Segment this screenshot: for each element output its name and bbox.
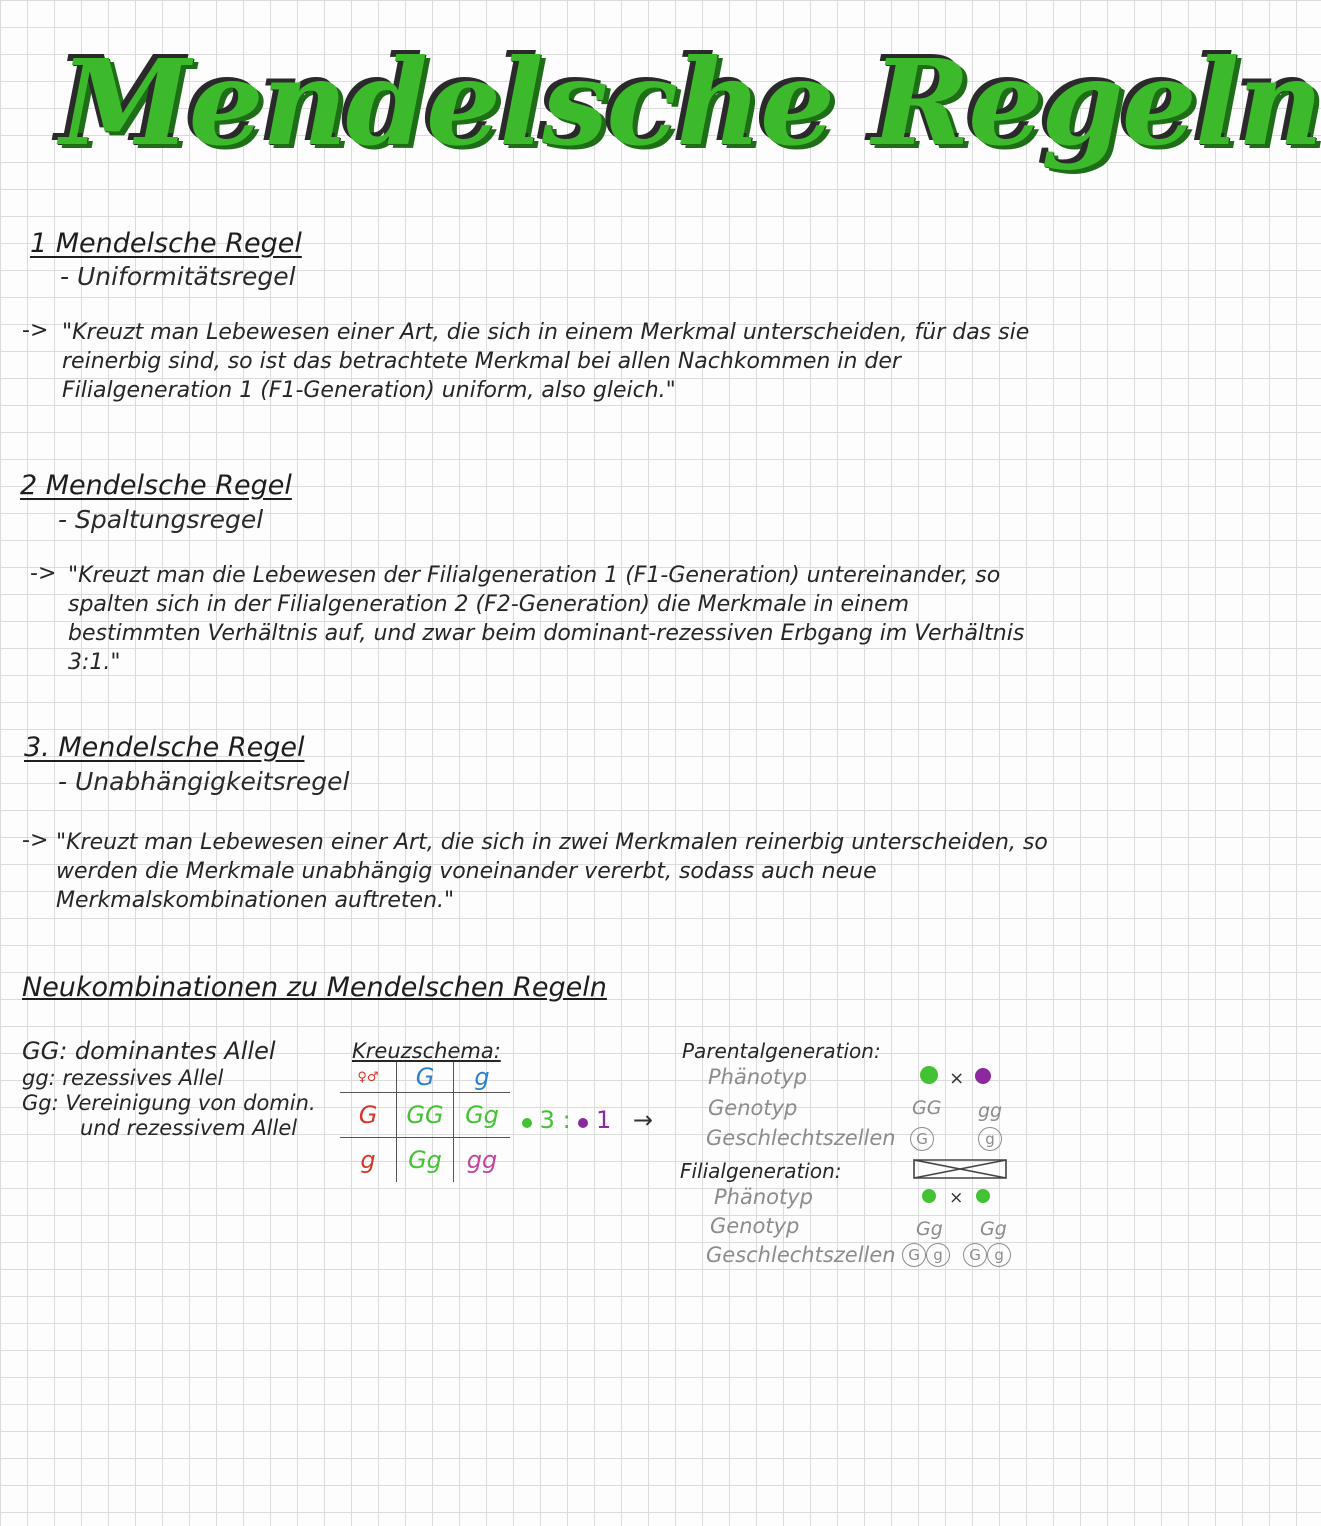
legend-row bbox=[22, 1116, 316, 1141]
legend-key: GG bbox=[22, 1037, 60, 1065]
purple-dot-icon bbox=[578, 1118, 588, 1128]
legend-desc: und rezessivem Allel bbox=[80, 1116, 298, 1140]
rule-2-arrow: -> bbox=[30, 561, 57, 586]
rule-1-heading: 1 Mendelsche Regel bbox=[30, 228, 302, 259]
punnett-cell: GG bbox=[397, 1093, 454, 1138]
parental-row-genotype: Genotyp bbox=[708, 1096, 798, 1120]
legend-row bbox=[22, 1091, 316, 1116]
rule-3-arrow: -> bbox=[22, 828, 49, 853]
cross-sign: × bbox=[949, 1068, 965, 1089]
legend-desc: : dominantes Allel bbox=[59, 1037, 276, 1065]
kreuzschema-label: Kreuzschema: bbox=[352, 1039, 501, 1063]
rule-3-text: "Kreuzt man Lebewesen einer Art, die sich in zwei Merkmalen reinerbig unterscheiden, so werden die Merkmale unabhängig voneinander vererbt, sodass auch neue Merkmalskombinationen auftreten." bbox=[56, 830, 1048, 913]
legend-row bbox=[22, 1036, 316, 1066]
filial-phenotype-cross bbox=[922, 1188, 990, 1208]
gamete-circle: G bbox=[910, 1127, 934, 1151]
filial-genotype-left: Gg bbox=[916, 1218, 943, 1240]
ratio-sep: : bbox=[562, 1106, 571, 1134]
gamete-circle: g bbox=[926, 1243, 950, 1267]
parental-gamete-left bbox=[910, 1127, 934, 1151]
cross-sign: × bbox=[949, 1188, 964, 1208]
parental-gamete-right bbox=[978, 1127, 1002, 1151]
filial-row-phenotype: Phänotyp bbox=[714, 1185, 813, 1209]
parental-genotype-right: gg bbox=[978, 1100, 1003, 1122]
ratio-left: 3 bbox=[539, 1106, 555, 1134]
punnett-corner: ♀♂ bbox=[340, 1062, 397, 1093]
rule-2-text: "Kreuzt man die Lebewesen der Filialgeneration 1 (F1-Generation) untereinander, so spalten sich in der Filialgeneration 2 (F2-Generation) die Merkmale in einem bestimmten Verhältnis auf, und zwar beim dominant-rezessiven Erbgang im Verhältnis 3:1." bbox=[68, 563, 1025, 675]
punnett-cell: Gg bbox=[454, 1093, 511, 1138]
legend-key: gg bbox=[22, 1066, 49, 1090]
punnett-square bbox=[340, 1062, 510, 1182]
parental-phenotype-cross bbox=[920, 1066, 991, 1089]
legend-desc: : rezessives Allel bbox=[48, 1066, 224, 1090]
parental-row-gametes: Geschlechtszellen bbox=[706, 1126, 896, 1150]
gamete-circle: g bbox=[978, 1127, 1002, 1151]
filial-row-genotype: Genotyp bbox=[710, 1214, 800, 1238]
rule-2-subtitle: - Spaltungsregel bbox=[58, 505, 264, 534]
filial-label: Filialgeneration: bbox=[680, 1159, 842, 1183]
legend-desc: : Vereinigung von domin. bbox=[51, 1091, 316, 1115]
punnett-cell: gg bbox=[466, 1146, 498, 1174]
phenotype-ratio bbox=[522, 1106, 653, 1134]
rule-3-subtitle: - Unabhängigkeitsregel bbox=[58, 767, 350, 796]
gamete-circle: G bbox=[902, 1243, 926, 1267]
filial-gametes bbox=[902, 1243, 1011, 1267]
green-dot-icon bbox=[922, 1189, 936, 1203]
punnett-row-header: G bbox=[340, 1093, 397, 1138]
purple-dot-icon bbox=[975, 1068, 991, 1084]
parental-row-phenotype: Phänotyp bbox=[708, 1065, 807, 1089]
punnett-cell: Gg bbox=[397, 1138, 454, 1183]
parental-genotype-left: GG bbox=[912, 1097, 942, 1119]
filial-row-gametes: Geschlechtszellen bbox=[706, 1243, 896, 1267]
rule-2-heading: 2 Mendelsche Regel bbox=[20, 470, 292, 501]
rule-1-text: "Kreuzt man Lebewesen einer Art, die sich in einem Merkmal unterscheiden, für das sie reinerbig sind, so ist das betrachtete Merkmal bei allen Nachkommen in der Filialgeneration 1 (F1-Generation) uniform, also gleich." bbox=[62, 320, 1030, 403]
rule-3-heading: 3. Mendelsche Regel bbox=[24, 732, 305, 763]
parental-label: Parentalgeneration: bbox=[682, 1039, 881, 1063]
ratio-arrow: → bbox=[632, 1106, 653, 1134]
rule-1-arrow: -> bbox=[22, 318, 49, 343]
rule-1-subtitle: - Uniformitätsregel bbox=[60, 262, 296, 291]
green-dot-icon bbox=[522, 1118, 532, 1128]
punnett-col-header: g bbox=[454, 1062, 511, 1093]
filial-genotype-right: Gg bbox=[980, 1218, 1007, 1240]
ratio-right: 1 bbox=[595, 1106, 612, 1134]
green-dot-icon bbox=[976, 1189, 990, 1203]
gamete-circle: G bbox=[963, 1243, 987, 1267]
gamete-circle: g bbox=[987, 1243, 1011, 1267]
section-title: Neukombinationen zu Mendelschen Regeln bbox=[22, 972, 607, 1003]
allele-legend bbox=[22, 1036, 316, 1141]
punnett-col-header: G bbox=[397, 1062, 454, 1093]
legend-key: Gg bbox=[22, 1091, 52, 1115]
crossing-icon bbox=[912, 1158, 1008, 1180]
green-dot-icon bbox=[920, 1066, 938, 1084]
punnett-row-header: g bbox=[340, 1138, 397, 1183]
page-title: Mendelsche Regeln bbox=[60, 33, 1321, 172]
legend-row bbox=[22, 1066, 316, 1091]
